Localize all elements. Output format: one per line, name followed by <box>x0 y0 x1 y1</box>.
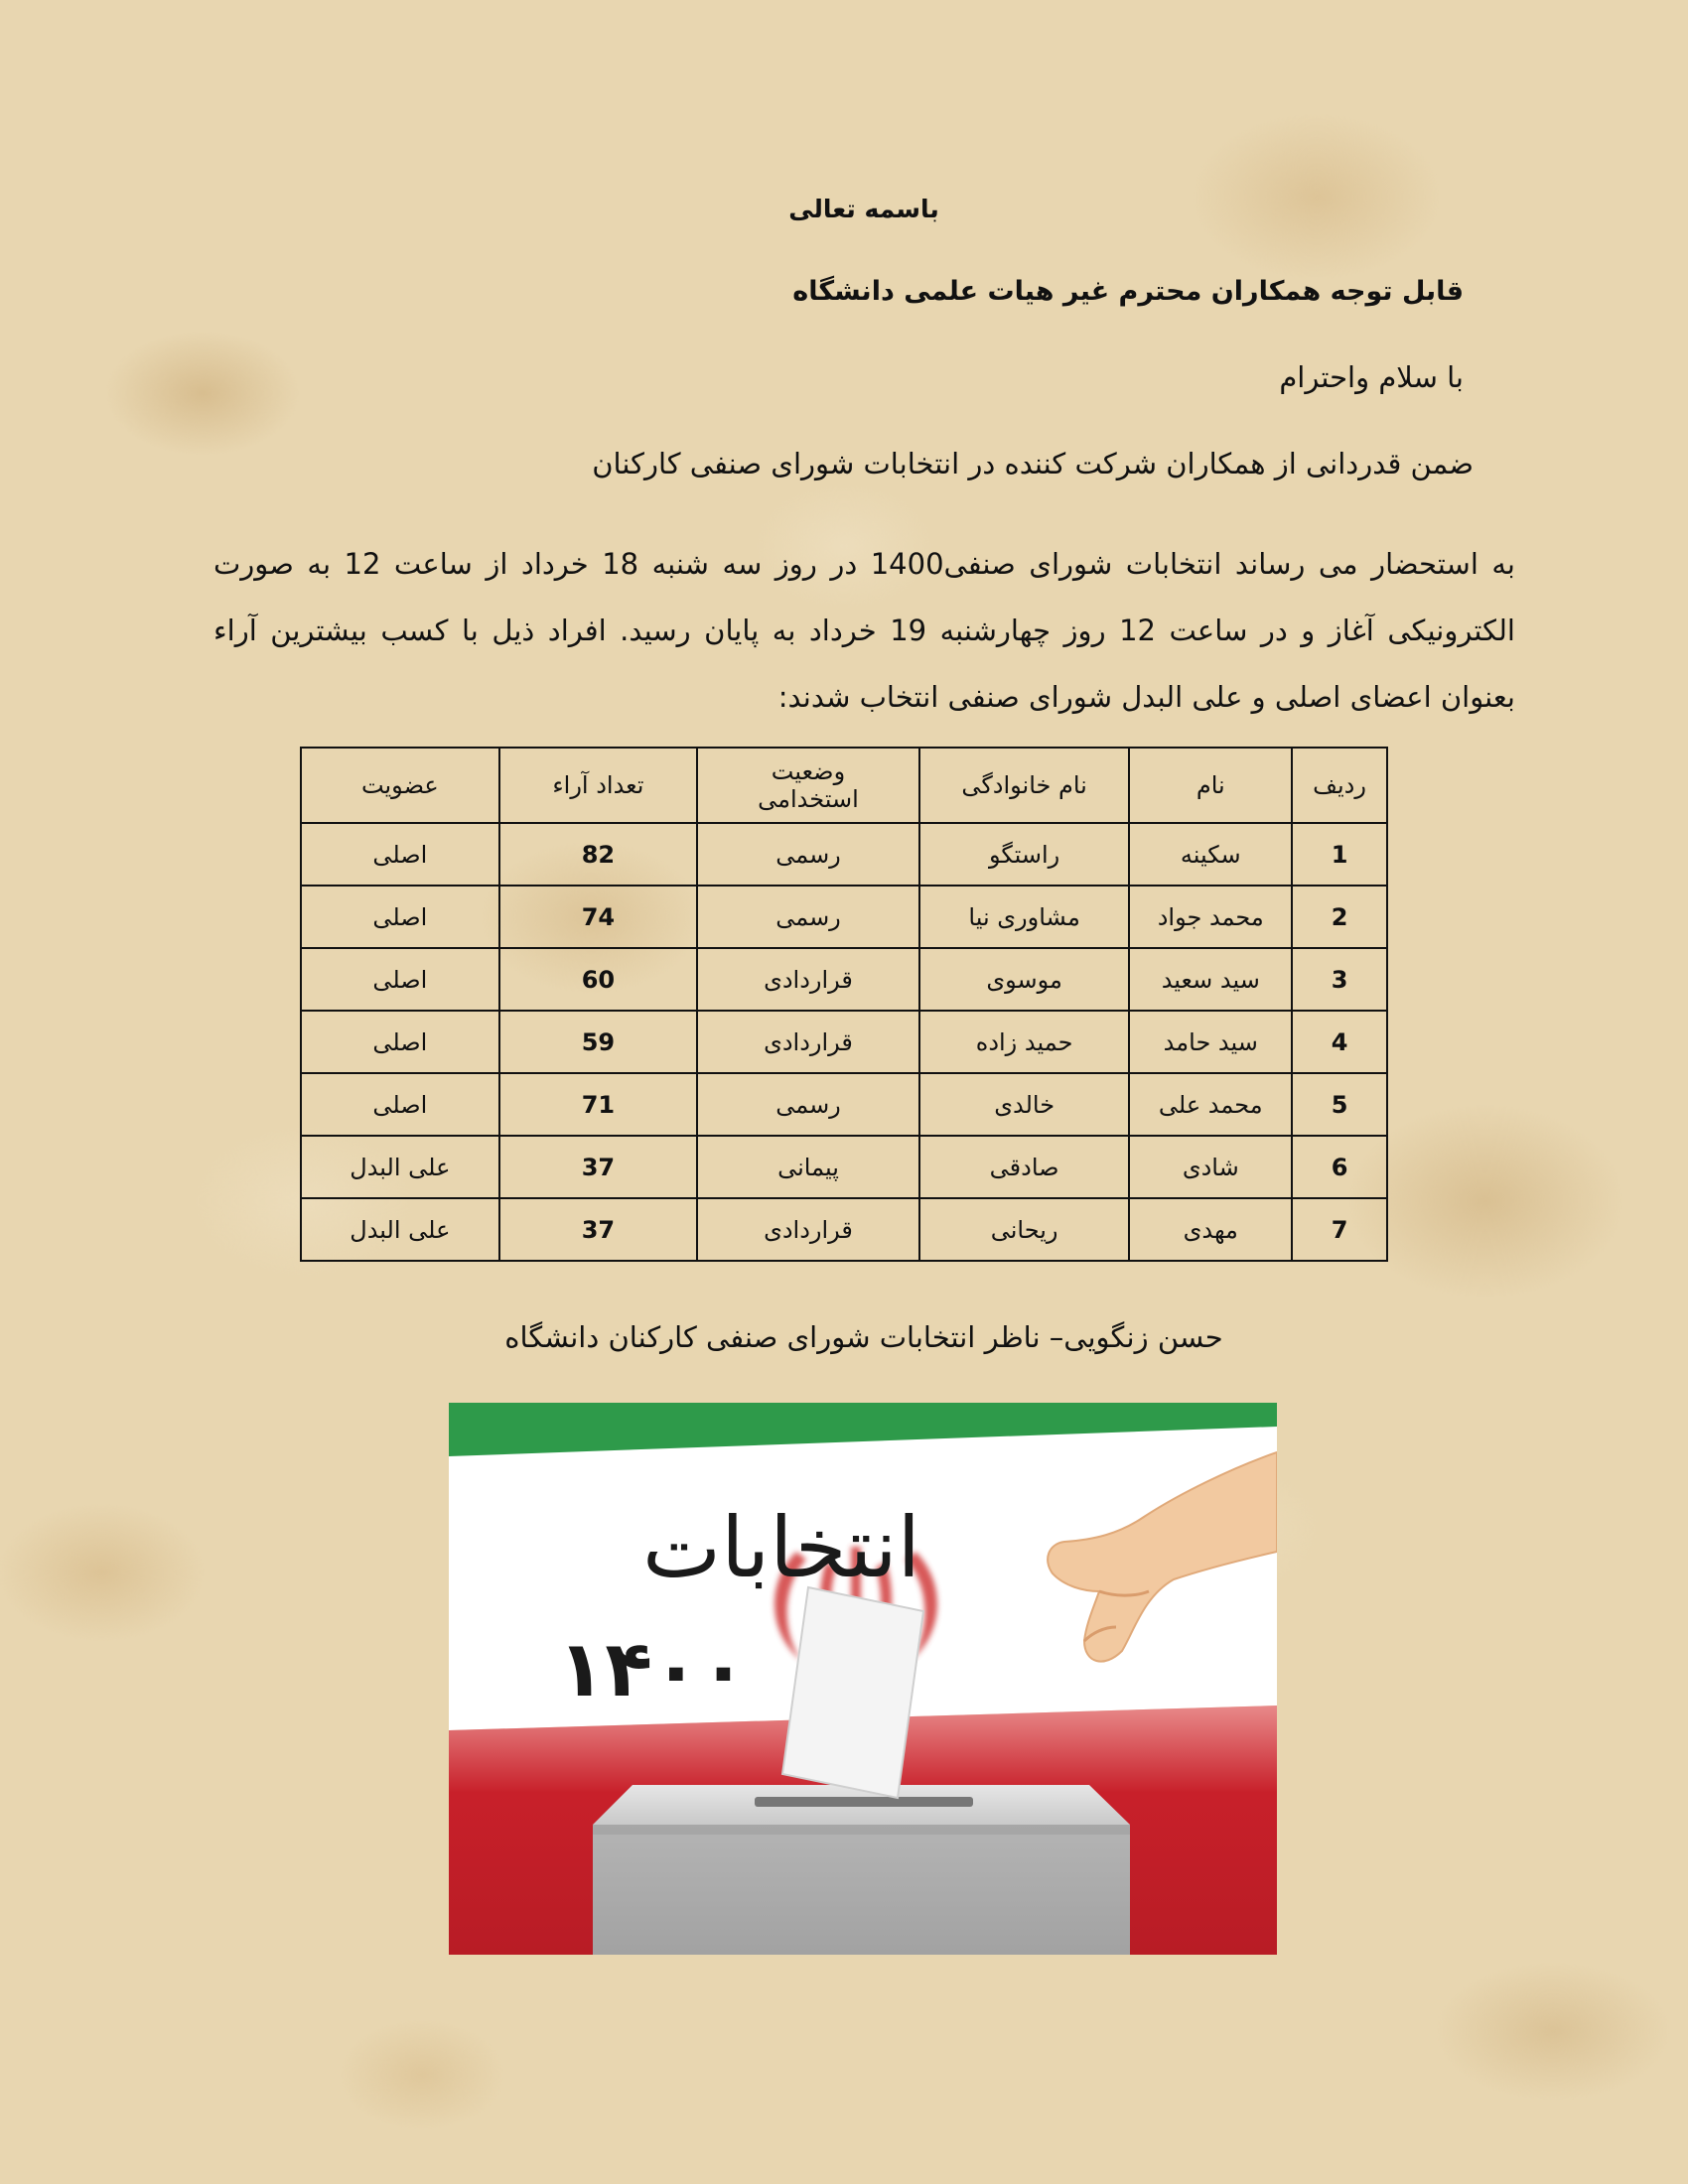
thanks-line: ضمن قدردانی از همکاران شرکت کننده در انتخابات شورای صنفی کارکنان <box>592 447 1474 480</box>
cell-first-name: محمد جواد <box>1129 886 1292 948</box>
poster-year: ۱۴۰۰ <box>557 1625 748 1714</box>
cell-first-name: سید حامد <box>1129 1011 1292 1073</box>
cell-row-no: 4 <box>1292 1011 1387 1073</box>
cell-last-name: ریحانی <box>919 1198 1130 1261</box>
greeting-line: با سلام واحترام <box>1279 360 1464 394</box>
election-poster-svg <box>449 1403 1277 1955</box>
cell-first-name: شادی <box>1129 1136 1292 1198</box>
cell-votes: 82 <box>499 823 698 886</box>
table-row <box>301 1136 1387 1198</box>
cell-votes: 37 <box>499 1136 698 1198</box>
cell-last-name: مشاوری نیا <box>919 886 1130 948</box>
cell-last-name: موسوی <box>919 948 1130 1011</box>
announcement-paragraph: به استحضار می رساند انتخابات شورای صنفی1400 در روز سه شنبه 18 خرداد از ساعت 12 به صورت الکترونیکی آغاز و در ساعت 12 روز چهارشنبه 19 خرداد به پایان رسید. افراد ذیل با کسب بیشترین آراء بعنوان اعضای اصلی و علی البدل شورای صنفی انتخاب شدند: <box>213 547 1515 714</box>
cell-votes: 71 <box>499 1073 698 1136</box>
header-employment-line1: وضعیت <box>771 757 846 785</box>
cell-employment: رسمی <box>697 886 919 948</box>
cell-row-no: 7 <box>1292 1198 1387 1261</box>
header-votes: تعداد آراء <box>499 748 698 823</box>
header-last-name: نام خانوادگی <box>919 748 1130 823</box>
addressee-heading: قابل توجه همکاران محترم غیر هیات علمی دانشگاه <box>792 276 1464 307</box>
cell-first-name: سید سعید <box>1129 948 1292 1011</box>
table-row <box>301 1198 1387 1261</box>
cell-membership: اصلی <box>301 1011 499 1073</box>
ballot-paper-icon <box>782 1587 923 1798</box>
cell-membership: علی البدل <box>301 1198 499 1261</box>
cell-row-no: 3 <box>1292 948 1387 1011</box>
invocation-heading: باسمه تعالی <box>788 195 939 223</box>
cell-votes: 74 <box>499 886 698 948</box>
header-first-name: نام <box>1129 748 1292 823</box>
cell-votes: 37 <box>499 1198 698 1261</box>
table-header-row <box>301 748 1387 823</box>
cell-first-name: مهدی <box>1129 1198 1292 1261</box>
cell-employment: پیمانی <box>697 1136 919 1198</box>
cell-first-name: محمد علی <box>1129 1073 1292 1136</box>
cell-employment: رسمی <box>697 823 919 886</box>
cell-votes: 59 <box>499 1011 698 1073</box>
poster-title: انتخابات <box>642 1499 920 1596</box>
table-row <box>301 948 1387 1011</box>
cell-membership: اصلی <box>301 1073 499 1136</box>
cell-row-no: 1 <box>1292 823 1387 886</box>
table-row <box>301 1011 1387 1073</box>
cell-employment: قراردادی <box>697 1011 919 1073</box>
signature-line: حسن زنگویی– ناظر انتخابات شورای صنفی کارکنان دانشگاه <box>504 1320 1223 1354</box>
cell-row-no: 2 <box>1292 886 1387 948</box>
cell-votes: 60 <box>499 948 698 1011</box>
cell-last-name: خالدی <box>919 1073 1130 1136</box>
header-employment-line2: استخدامی <box>758 785 859 813</box>
cell-first-name: سکینه <box>1129 823 1292 886</box>
cell-row-no: 6 <box>1292 1136 1387 1198</box>
cell-membership: علی البدل <box>301 1136 499 1198</box>
table-row <box>301 823 1387 886</box>
cell-row-no: 5 <box>1292 1073 1387 1136</box>
cell-employment: رسمی <box>697 1073 919 1136</box>
results-table <box>300 747 1388 1262</box>
election-poster-image <box>449 1403 1277 1955</box>
cell-last-name: حمید زاده <box>919 1011 1130 1073</box>
table-row <box>301 1073 1387 1136</box>
cell-membership: اصلی <box>301 886 499 948</box>
cell-employment: قراردادی <box>697 1198 919 1261</box>
header-employment-status <box>697 748 919 823</box>
cell-employment: قراردادی <box>697 948 919 1011</box>
cell-last-name: راستگو <box>919 823 1130 886</box>
cell-membership: اصلی <box>301 823 499 886</box>
header-row-no: ردیف <box>1292 748 1387 823</box>
cell-last-name: صادقی <box>919 1136 1130 1198</box>
cell-membership: اصلی <box>301 948 499 1011</box>
table-row <box>301 886 1387 948</box>
header-membership: عضویت <box>301 748 499 823</box>
ballot-box <box>593 1785 1130 1955</box>
